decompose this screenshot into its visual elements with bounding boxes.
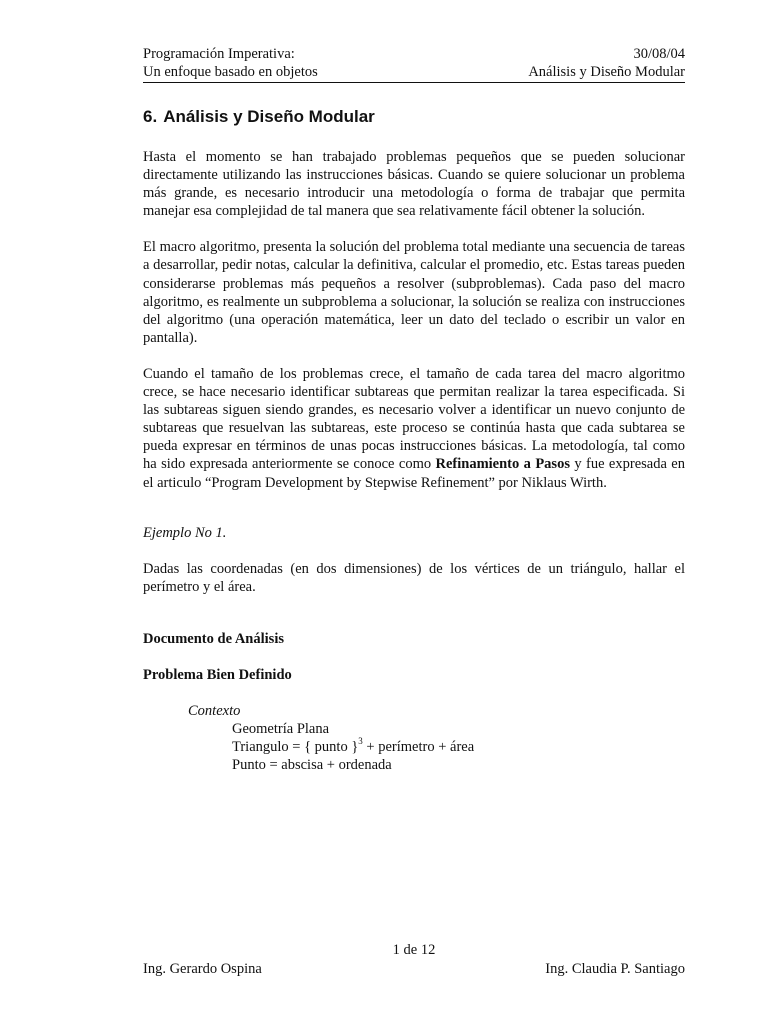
paragraph-3 <box>143 365 685 492</box>
context-label: Contexto <box>188 702 241 719</box>
section-heading <box>143 106 685 128</box>
context-line-triangle <box>232 738 685 756</box>
author-left: Ing. Gerardo Ospina <box>143 961 262 977</box>
paragraph-4: Dadas las coordenadas (en dos dimensiones) de los vértices de un triángulo, hallar el perímetro y el área. <box>143 560 685 595</box>
context-line-point: Punto = abscisa + ordenada <box>232 757 392 774</box>
triangle-exponent: 3 <box>358 736 363 747</box>
header-row-bottom <box>143 63 685 83</box>
section-number: 6. <box>143 107 158 126</box>
triangle-def: Triangulo = { punto } <box>232 739 359 756</box>
context-block <box>188 702 685 775</box>
section-title: Análisis y Diseño Modular <box>163 107 375 126</box>
page-number: 1 de 12 <box>392 942 436 958</box>
chapter-title: Análisis y Diseño Modular <box>528 64 685 80</box>
page-header <box>143 45 685 83</box>
course-title: Programación Imperativa: <box>143 46 295 62</box>
header-row-top <box>143 45 685 63</box>
example-label: Ejemplo No 1. <box>143 524 227 541</box>
course-subtitle: Un enfoque basado en objetos <box>143 64 318 80</box>
context-line-geometry: Geometría Plana <box>232 720 330 737</box>
paragraph-2: El macro algoritmo, presenta la solución del problema total mediante una secuencia de tareas a desarrollar, pedir notas, calcular la definitiva, calcular el promedio, etc. Estas tareas pueden considerarse problemas más pequeños a resolver (subproblemas). Cada paso del macro algoritmo, es realmente un subproblema a solucionar, la solución se realiza con instrucciones del algoritmo (una operación matemática, leer un dato del teclado o escribir un valor en pantalla). <box>143 239 685 346</box>
refinement-term: Refinamiento a Pasos <box>435 456 570 473</box>
page-footer <box>143 941 685 979</box>
analysis-heading: Documento de Análisis <box>143 630 284 647</box>
paragraph-3-text-b: y fue expresada en el articulo “Program Development by Stepwise Refinement” por Niklaus Wirth. <box>143 456 685 491</box>
problem-heading: Problema Bien Definido <box>143 666 292 683</box>
footer-authors <box>143 960 685 979</box>
context-lines <box>232 720 685 775</box>
author-right: Ing. Claudia P. Santiago <box>545 961 685 977</box>
paragraph-1: Hasta el momento se han trabajado problemas pequeños que se pueden solucionar directamente utilizando las instrucciones básicas. Cuando se quiere solucionar un problema más grande, es necesario introducir una metodología o forma de trabajar que permita manejar esa complejidad de tal manera que sea relativamente fácil obtener la solución. <box>143 149 685 220</box>
header-date: 30/08/04 <box>633 46 685 62</box>
triangle-def-rest: + perímetro + área <box>362 739 475 756</box>
page-body <box>143 106 685 775</box>
paragraph-3-text-a: Cuando el tamaño de los problemas crece, el tamaño de cada tarea del macro algoritmo crece, se hace necesario identificar subtareas que permitan realizar la tarea especificada. Si las subtareas siguen siendo grandes, es necesario volver a identificar un nuevo conjunto de subtareas que resuelvan las subtareas, este proceso se continúa hasta que cada subtarea se pueda expresar en términos de unas pocas instrucciones básicas. La metodología, tal como ha sido expresada anteriormente se conoce como <box>143 365 685 473</box>
